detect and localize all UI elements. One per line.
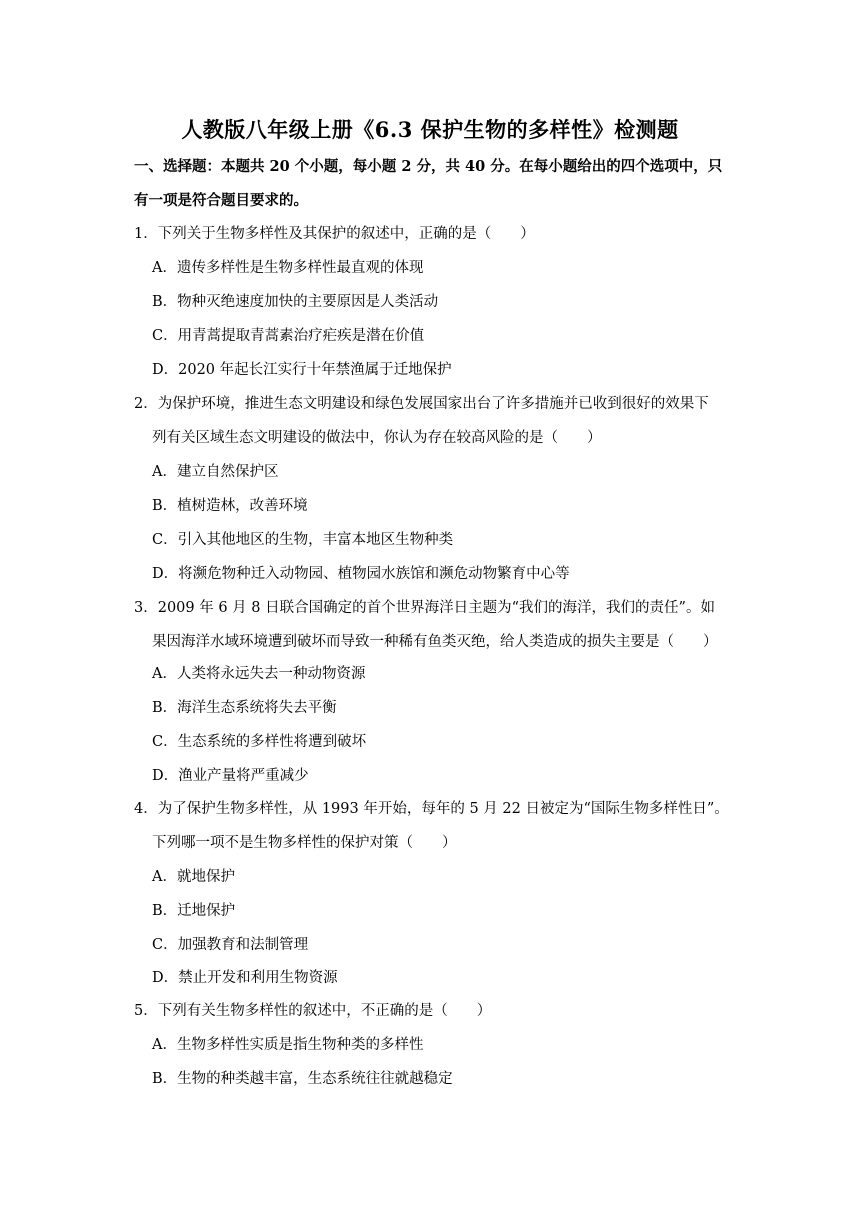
question-2-stem-continued: 列有关区域生态文明建设的做法中，你认为存在较高风险的是（ ）	[152, 430, 602, 446]
question-4-option-b: B．迁地保护	[152, 903, 236, 919]
question-1-option-d: D．2020 年起长江实行十年禁渔属于迁地保护	[152, 362, 452, 378]
question-3-option-b: B．海洋生态系统将失去平衡	[152, 700, 337, 716]
section-heading-line-1: 一、选择题：本题共 20 个小题，每小题 2 分，共 40 分。在每小题给出的四个选项中，只	[134, 158, 723, 175]
question-3-option-a: A．人类将永远失去一种动物资源	[152, 666, 366, 682]
section-heading	[134, 150, 734, 218]
question-2-option-b: B．植树造林，改善环境	[152, 498, 308, 514]
question-3-option-d: D．渔业产量将严重减少	[152, 768, 309, 784]
question-5-option-b: B．生物的种类越丰富，生态系统往往就越稳定	[152, 1071, 453, 1087]
question-1-stem: 1．下列关于生物多样性及其保护的叙述中，正确的是（ ）	[134, 226, 535, 242]
question-3-stem-continued: 果因海洋水域环境遭到破坏而导致一种稀有鱼类灭绝，给人类造成的损失主要是（ ）	[152, 634, 718, 650]
question-5-option-a: A．生物多样性实质是指生物种类的多样性	[152, 1037, 424, 1053]
question-1-option-a: A．遗传多样性是生物多样性最直观的体现	[152, 260, 424, 276]
question-4-option-c: C．加强教育和法制管理	[152, 937, 309, 953]
question-2-option-d: D．将濒危物种迁入动物园、植物园水族馆和濒危动物繁育中心等	[152, 566, 570, 582]
page-title: 人教版八年级上册《6.3 保护生物的多样性》检测题	[181, 117, 679, 142]
question-5-stem: 5．下列有关生物多样性的叙述中，不正确的是（ ）	[134, 1003, 492, 1019]
question-4-option-d: D．禁止开发和利用生物资源	[152, 970, 338, 986]
question-3-stem: 3．2009 年 6 月 8 日联合国确定的首个世界海洋日主题为“我们的海洋，我们的责任”。如	[134, 600, 715, 616]
question-1-option-b: B．物种灭绝速度加快的主要原因是人类活动	[152, 294, 439, 310]
question-2-stem: 2．为保护环境，推进生态文明建设和绿色发展国家出台了许多措施并已收到很好的效果下	[134, 396, 709, 412]
question-4-stem: 4．为了保护生物多样性，从 1993 年开始，每年的 5 月 22 日被定为“国际生物多样性日”。	[134, 801, 729, 817]
question-3-option-c: C．生态系统的多样性将遭到破坏	[152, 734, 367, 750]
question-4-stem-continued: 下列哪一项不是生物多样性的保护对策（ ）	[152, 835, 457, 851]
question-2-option-a: A．建立自然保护区	[152, 464, 279, 480]
question-2-option-c: C．引入其他地区的生物，丰富本地区生物种类	[152, 532, 454, 548]
question-4-option-a: A．就地保护	[152, 869, 235, 885]
question-1-option-c: C．用青蒿提取青蒿素治疗疟疾是潜在价值	[152, 328, 425, 344]
section-heading-line-2: 有一项是符合题目要求的。	[134, 192, 308, 209]
